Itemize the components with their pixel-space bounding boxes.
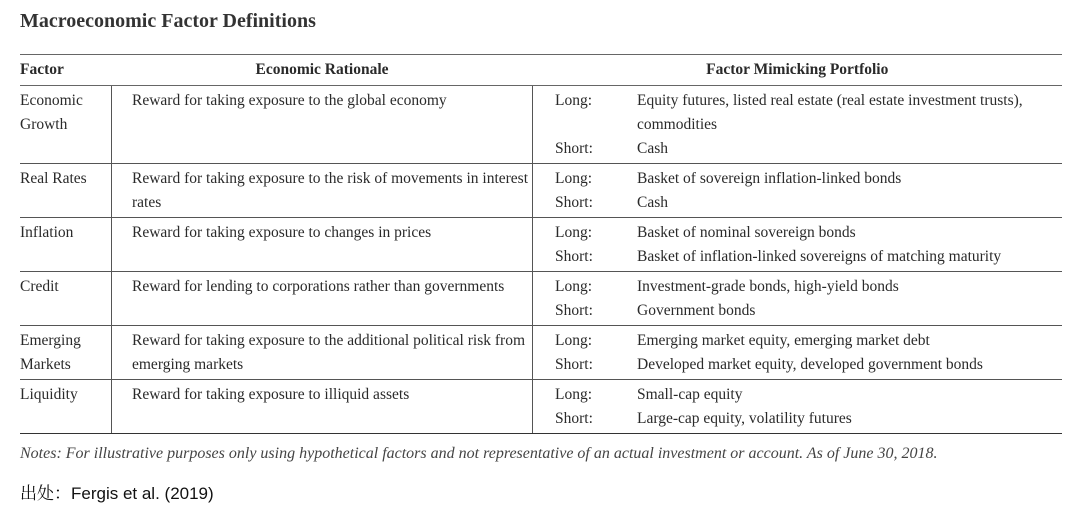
long-value: Emerging market equity, emerging market debt xyxy=(637,332,930,349)
long-value: Investment-grade bonds, high-yield bonds xyxy=(637,278,899,295)
factor-cell: Liquidity xyxy=(20,380,112,434)
short-value: Basket of inflation-linked sovereigns of matching maturity xyxy=(637,248,1002,265)
source-citation: 出处：Fergis et al. (2019) xyxy=(20,484,214,503)
short-label: Short: xyxy=(555,410,593,427)
factor-cell: Real Rates xyxy=(20,164,112,218)
short-label: Short: xyxy=(555,248,593,265)
short-label: Short: xyxy=(555,140,593,157)
rationale-cell: Reward for lending to corporations rather than governments xyxy=(112,272,533,326)
header-portfolio: Factor Mimicking Portfolio xyxy=(533,55,1063,86)
portfolio-cell xyxy=(637,86,1062,164)
position-labels xyxy=(533,380,638,434)
position-labels xyxy=(533,218,638,272)
table-notes: Notes: For illustrative purposes only using hypothetical factors and not representative of an actual investment or account. As of June 30, 2018. xyxy=(20,445,938,462)
factor-table xyxy=(20,54,1062,434)
long-label: Long: xyxy=(555,92,593,109)
short-label: Short: xyxy=(555,194,593,211)
position-labels xyxy=(533,326,638,380)
rationale-cell: Reward for taking exposure to illiquid assets xyxy=(112,380,533,434)
rationale-cell: Reward for taking exposure to changes in prices xyxy=(112,218,533,272)
short-label: Short: xyxy=(555,302,593,319)
table-row xyxy=(20,272,1062,326)
long-label: Long: xyxy=(555,278,593,295)
position-labels xyxy=(533,164,638,218)
position-labels xyxy=(533,86,638,164)
short-value: Government bonds xyxy=(637,302,756,319)
table-row xyxy=(20,380,1062,434)
long-label: Long: xyxy=(555,332,593,349)
factor-cell: Economic Growth xyxy=(20,86,112,164)
short-value: Cash xyxy=(637,140,668,157)
rationale-cell: Reward for taking exposure to the additional political risk from emerging markets xyxy=(112,326,533,380)
short-value: Large-cap equity, volatility futures xyxy=(637,410,852,427)
header-factor: Factor xyxy=(20,55,112,86)
rationale-cell: Reward for taking exposure to the risk of movements in interest rates xyxy=(112,164,533,218)
short-value: Cash xyxy=(637,194,668,211)
long-value: Basket of nominal sovereign bonds xyxy=(637,224,856,241)
table-row xyxy=(20,164,1062,218)
table-row xyxy=(20,86,1062,164)
short-label: Short: xyxy=(555,356,593,373)
table-row xyxy=(20,218,1062,272)
portfolio-cell xyxy=(637,380,1062,434)
long-label: Long: xyxy=(555,386,593,403)
portfolio-cell xyxy=(637,326,1062,380)
table-title: Macroeconomic Factor Definitions xyxy=(20,10,316,32)
portfolio-cell xyxy=(637,164,1062,218)
factor-cell: Inflation xyxy=(20,218,112,272)
long-value: Equity futures, listed real estate (real estate investment trusts), commodities xyxy=(637,92,1023,133)
long-label: Long: xyxy=(555,224,593,241)
portfolio-cell xyxy=(637,272,1062,326)
short-value: Developed market equity, developed government bonds xyxy=(637,356,983,373)
long-value: Basket of sovereign inflation-linked bonds xyxy=(637,170,902,187)
header-row xyxy=(20,55,1062,86)
long-label: Long: xyxy=(555,170,593,187)
header-rationale: Economic Rationale xyxy=(112,55,533,86)
table-row xyxy=(20,326,1062,380)
long-value: Small-cap equity xyxy=(637,386,743,403)
rationale-cell: Reward for taking exposure to the global economy xyxy=(112,86,533,164)
factor-cell: Credit xyxy=(20,272,112,326)
factor-cell: Emerging Markets xyxy=(20,326,112,380)
portfolio-cell xyxy=(637,218,1062,272)
position-labels xyxy=(533,272,638,326)
